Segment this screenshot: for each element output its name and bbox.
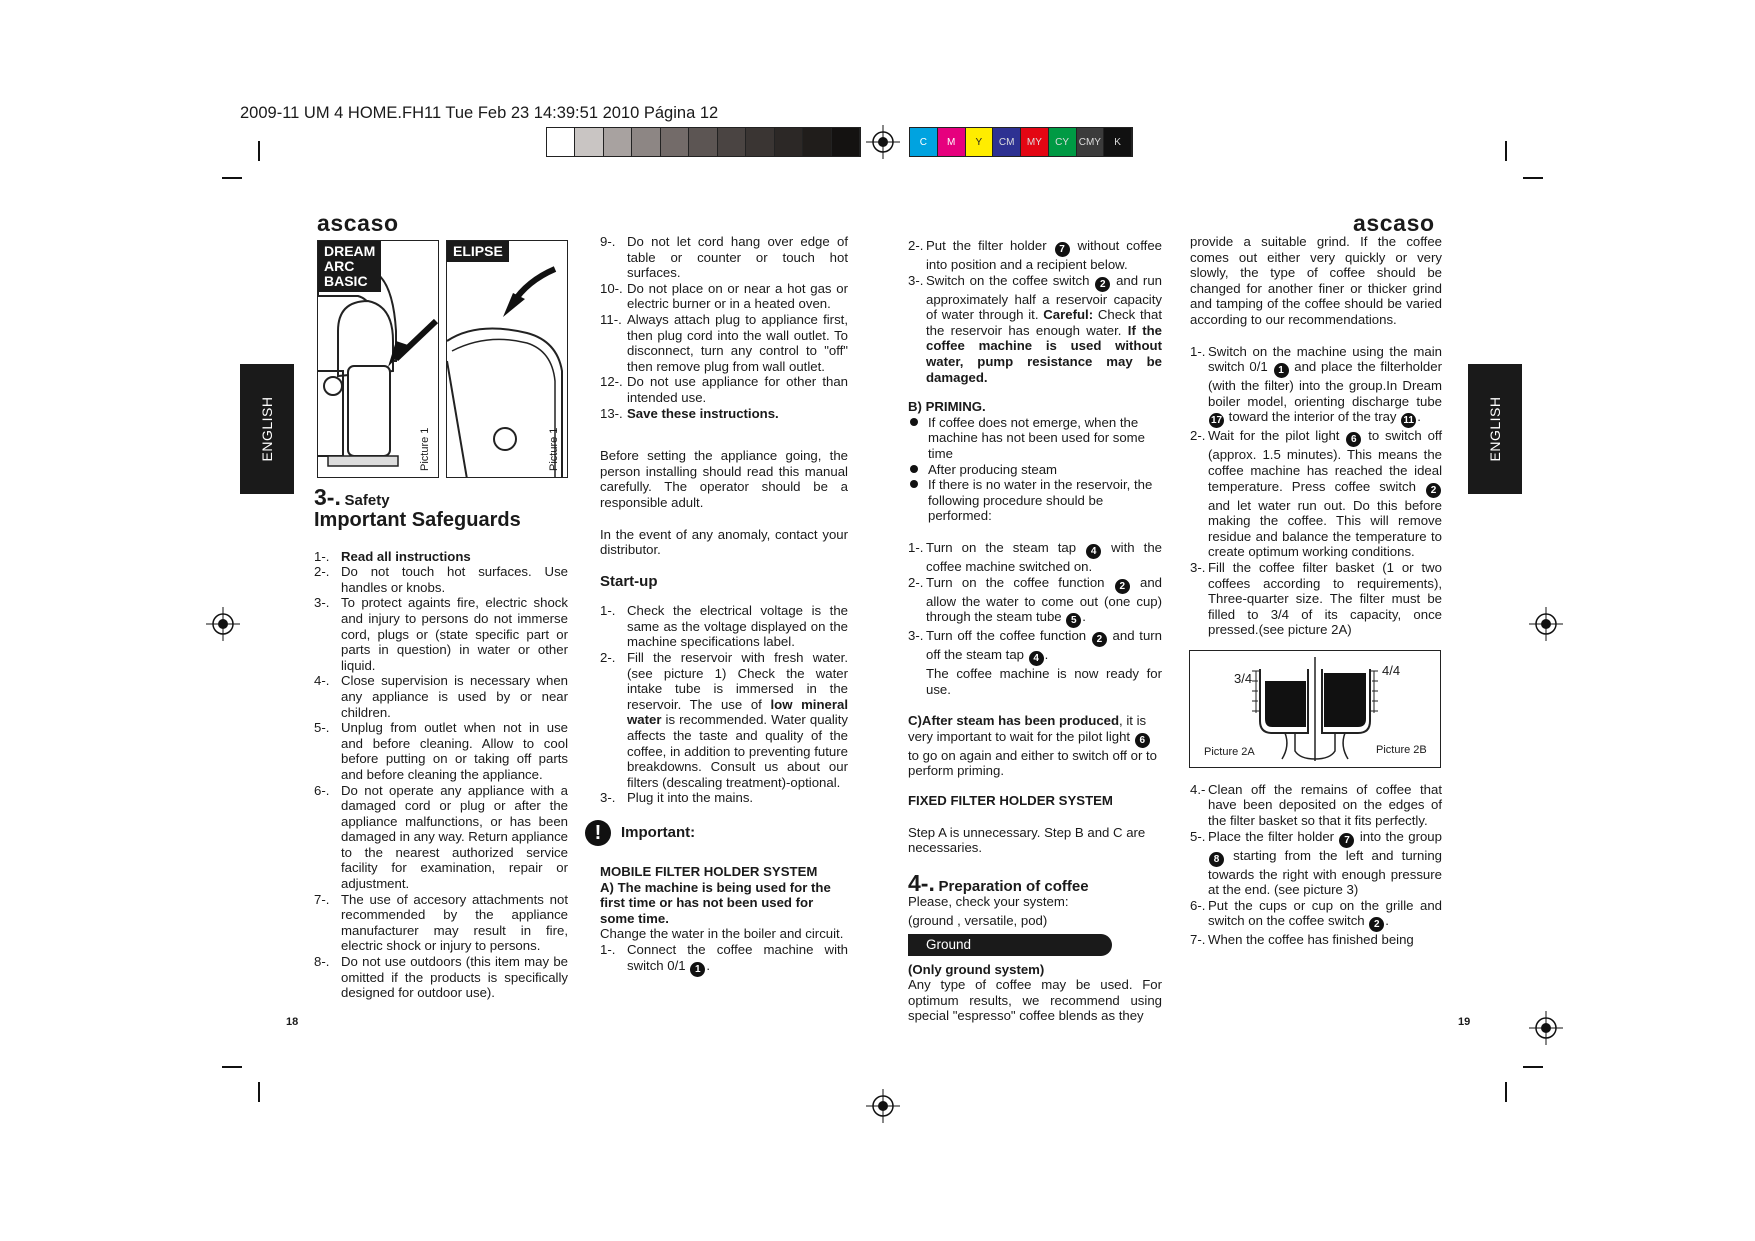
registration-mark-icon — [866, 125, 900, 159]
item-number: 7-. — [314, 891, 330, 907]
text-run: without coffee into position and a recipient below. — [926, 238, 1162, 272]
grayscale-bar — [546, 127, 861, 157]
item-number: 2-. — [314, 564, 330, 580]
list-item — [1190, 782, 1442, 829]
text-run: . — [1417, 409, 1421, 425]
gray-swatch — [604, 128, 632, 156]
list-item — [600, 942, 848, 977]
item-number: 3-. — [600, 790, 616, 806]
text-run: toward the interior of the tray — [1225, 409, 1401, 425]
part-number-badge: 5 — [1066, 613, 1081, 628]
cmyk-swatch: CMY — [1077, 128, 1105, 156]
part-number-badge: 6 — [1135, 733, 1150, 748]
list-item — [314, 564, 568, 595]
item-text: Check the electrical voltage is the same as the voltage displayed on the machine specifications label. — [627, 603, 848, 650]
item-number: 12-. — [600, 374, 623, 390]
item-text — [1208, 428, 1442, 560]
list-item — [1190, 428, 1442, 560]
item-number: 2-. — [600, 650, 616, 666]
paragraph: In the event of any anomaly, contact your distributor. — [600, 526, 848, 558]
list-item — [908, 628, 1162, 697]
list-item — [1190, 344, 1442, 429]
item-number: 4-. — [314, 673, 330, 689]
paragraph-bold: (Only ground system) — [908, 961, 1045, 977]
part-number-badge: 1 — [1274, 363, 1289, 378]
item-number: 9-. — [600, 234, 616, 249]
safeguards-list-continued — [600, 234, 848, 421]
item-number: 8-. — [314, 954, 330, 970]
part-number-badge: 2 — [1095, 277, 1110, 292]
part-number-badge: 2 — [1426, 483, 1441, 498]
item-text: Do not use outdoors (this item may be omitted if the products is specifically designed for outdoor use). — [341, 954, 568, 1001]
paragraph-bold: A) The machine is being used for the first time or has not been used for some time. — [600, 879, 831, 926]
crop-mark — [258, 141, 260, 161]
text-run: to go on again and either to switch off or to perform priming. — [908, 747, 1158, 779]
gray-swatch — [746, 128, 774, 156]
paragraph: provide a suitable grind. If the coffee comes out either very quickly or very slowly, the type of coffee should be changed for another finer or thicker grind and tamping of the coffee should be varied according to our recommendations. — [1190, 234, 1442, 327]
startup-heading: Start-up — [600, 572, 658, 590]
section-title: Important Safeguards — [314, 508, 521, 531]
bullet-icon — [908, 415, 928, 462]
text-run-bold: Careful: — [1043, 307, 1094, 323]
column-priming — [908, 238, 1162, 1024]
bullet-text: After producing steam — [928, 461, 1058, 477]
list-item — [314, 549, 568, 565]
picture-label-elipse: ELIPSE — [447, 241, 509, 262]
picture-2-filter-diagram — [1189, 650, 1441, 768]
list-item — [314, 954, 568, 1001]
registration-mark-icon — [1529, 1011, 1563, 1045]
text-run: . — [1385, 913, 1389, 929]
important-heading: Important: — [621, 824, 696, 842]
picture-caption: Picture 1 — [419, 427, 431, 471]
text-run: with the coffee machine switched on. — [926, 539, 1162, 574]
gray-swatch — [689, 128, 717, 156]
cmyk-swatch: Y — [966, 128, 994, 156]
item-text — [1208, 829, 1442, 898]
crop-mark — [1523, 177, 1543, 179]
item-number: 1-. — [600, 941, 616, 957]
page-number-right: 19 — [1458, 1016, 1471, 1028]
list-item — [1190, 898, 1442, 933]
picture-caption: Picture 2B — [1376, 743, 1427, 756]
bullet-text: If there is no water in the reservoir, the following procedure should be performed: — [928, 477, 1153, 524]
crop-mark — [1505, 1082, 1507, 1102]
language-tab-label: ENGLISH — [259, 396, 275, 462]
list-item — [314, 783, 568, 892]
brand-logo-right: ascaso — [1353, 210, 1435, 236]
cmyk-swatch: K — [1104, 128, 1132, 156]
item-text: Plug it into the mains. — [627, 790, 754, 806]
text-run: and turn off the steam tap — [926, 628, 1163, 663]
item-number: 2-. — [908, 574, 924, 590]
item-text: Unplug from outlet when not in use and before cleaning. Allow to cool before putting on or taking off parts and before cleaning the appliance. — [341, 720, 568, 782]
ground-system-bar: Ground — [908, 934, 1112, 956]
section-number: 3-. — [314, 484, 341, 510]
item-number: 3-. — [1190, 559, 1206, 575]
gray-swatch — [575, 128, 603, 156]
language-tab-right — [1468, 364, 1522, 494]
text-run: Put the cups or cup on the grille and switch on the coffee switch — [1208, 897, 1442, 929]
list-item — [1190, 560, 1442, 638]
list-item — [314, 892, 568, 954]
paragraph — [908, 713, 1162, 779]
text-run: Connect the coffee machine with switch 0/1 — [627, 941, 848, 973]
item-text — [627, 942, 848, 977]
part-number-badge: 1 — [690, 962, 705, 977]
crop-mark — [222, 1066, 242, 1068]
registration-mark-icon — [1529, 607, 1563, 641]
item-text: When the coffee has finished being — [1208, 932, 1414, 948]
section-number: 4-. — [908, 869, 935, 896]
part-number-badge: 2 — [1369, 917, 1384, 932]
crop-mark — [1523, 1066, 1543, 1068]
list-item — [314, 720, 568, 782]
part-number-badge: 8 — [1209, 852, 1224, 867]
text-run: Switch on the machine using the main switch 0/1 — [1208, 343, 1442, 375]
gray-swatch — [632, 128, 660, 156]
item-text: Save these instructions. — [627, 405, 779, 421]
item-number: 3-. — [908, 272, 924, 288]
list-item — [600, 406, 848, 422]
section-title: Preparation of coffee — [938, 877, 1089, 895]
picture-1-elipse — [446, 240, 568, 478]
cmyk-swatch: C — [910, 128, 938, 156]
text-run: The coffee machine is now ready for use. — [926, 666, 1162, 697]
paragraph: Before setting the appliance going, the person installing should read this manual carefully. The operator should be a responsible adult. — [600, 448, 848, 510]
page-number-left: 18 — [286, 1016, 299, 1028]
brand-logo-left: ascaso — [317, 210, 399, 236]
text-run: Place the filter holder — [1208, 828, 1339, 844]
item-text: Do not use appliance for other than intended use. — [627, 374, 848, 405]
registration-mark-icon — [866, 1089, 900, 1123]
picture-1-dream — [317, 240, 439, 478]
item-number: 5-. — [1190, 828, 1206, 844]
text-run: Turn off the coffee function — [926, 628, 1091, 644]
warning-icon: ! — [585, 820, 611, 846]
fill-fraction-label: 4/4 — [1382, 662, 1401, 678]
text-run: . — [1044, 647, 1049, 663]
fixed-system-heading: FIXED FILTER HOLDER SYSTEM — [908, 793, 1113, 809]
text-run-bold: If the coffee machine is used without water, pump resistance may be damaged. — [926, 322, 1162, 385]
item-number: 2-. — [1190, 428, 1206, 444]
part-number-badge: 2 — [1115, 579, 1130, 594]
part-number-badge: 17 — [1210, 415, 1223, 427]
part-number-badge: 7 — [1055, 242, 1070, 257]
list-item — [908, 540, 1162, 575]
cmyk-swatch: CM — [993, 128, 1021, 156]
text-run: and run approximately half a reservoir capacity of water through it. — [926, 272, 1162, 323]
crop-mark — [1505, 141, 1507, 161]
text-run: and place the filterholder (with the filter) into the group.In Dream boiler model, orienting discharge tube — [1208, 359, 1442, 409]
crop-mark — [222, 177, 242, 179]
list-item — [908, 238, 1162, 273]
text-run: Turn on the coffee function — [926, 574, 1114, 590]
item-number: 5-. — [314, 720, 330, 736]
item-text — [926, 575, 1162, 629]
bullet-icon — [908, 477, 928, 524]
list-item — [600, 312, 848, 374]
paragraph: (ground , versatile, pod) — [908, 913, 1048, 929]
bullet-item — [908, 477, 1162, 524]
list-item — [908, 273, 1162, 386]
text-run-bold: low mineral water — [627, 696, 848, 728]
gray-swatch — [547, 128, 575, 156]
preparation-heading — [908, 869, 1162, 896]
priming-heading: B) PRIMING. — [908, 399, 986, 415]
item-text: To protect againts fire, electric shock and injury to persons do not immerse cord, plugs or (state specific part or parts in question) in water or other liquid. — [341, 595, 568, 673]
fill-fraction-label: 3/4 — [1234, 670, 1253, 686]
registration-mark-icon — [206, 607, 240, 641]
list-item — [600, 281, 848, 312]
text-run: to switch off (approx. 1.5 minutes). This means the coffee machine has reached the ideal temperature. Press coffee switch — [1208, 428, 1442, 494]
item-text: Do not place on or near a hot gas or electric burner or in a heated oven. — [627, 280, 848, 312]
item-text: Close supervision is necessary when any appliance is used by or near children. — [341, 673, 568, 720]
item-text — [627, 650, 848, 790]
text-run: . — [1082, 609, 1086, 625]
item-number: 11-. — [600, 311, 622, 327]
list-item — [600, 234, 848, 281]
item-text — [926, 238, 1162, 273]
mobile-system-heading: MOBILE FILTER HOLDER SYSTEM — [600, 864, 818, 879]
item-number: 3-. — [908, 628, 924, 644]
column-preparation — [1190, 234, 1442, 948]
item-text — [1208, 344, 1442, 429]
list-item — [600, 790, 848, 806]
cmyk-swatch: CY — [1049, 128, 1077, 156]
part-number-badge: 6 — [1346, 432, 1361, 447]
item-text: Read all instructions — [341, 548, 471, 564]
item-number: 6-. — [1190, 897, 1206, 913]
list-item — [1190, 829, 1442, 898]
column-safeguards — [314, 484, 569, 1001]
item-number: 1-. — [314, 548, 330, 564]
part-number-badge: 2 — [1092, 632, 1107, 647]
column-startup — [594, 234, 848, 977]
paragraph: Please, check your system: — [908, 894, 1069, 910]
safeguards-list — [314, 549, 568, 1001]
language-tab-left — [240, 364, 294, 494]
bullet-item — [908, 462, 1162, 478]
item-text: Always attach plug to appliance first, then plug cord into the wall outlet. To disconnect, turn any control to "off" then remove plug from wall outlet. — [627, 311, 848, 374]
text-run: Switch on the coffee switch — [926, 272, 1095, 288]
cmyk-swatch: MY — [1021, 128, 1049, 156]
gray-swatch — [832, 128, 860, 156]
print-header: 2009-11 UM 4 HOME.FH11 Tue Feb 23 14:39:51 2010 Página 12 — [240, 104, 719, 122]
part-number-badge: 4 — [1029, 651, 1044, 666]
item-text — [1208, 898, 1442, 933]
text-run: Turn on the steam tap — [926, 539, 1086, 555]
text-run: starting from the left and turning towards the right with enough pressure at the end. (see picture 3) — [1208, 847, 1442, 898]
section-subtitle: Safety — [344, 492, 390, 509]
important-callout — [585, 820, 848, 846]
item-number: 10-. — [600, 280, 623, 296]
item-number: 4.- — [1190, 781, 1206, 797]
gray-swatch — [775, 128, 803, 156]
item-text: Do not operate any appliance with a damaged cord or plug or after the appliance malfunctions, or has been damaged in any way. Return appliance to the nearest authorized service facility for examination, repair or adjustment. — [341, 782, 569, 892]
list-item — [908, 575, 1162, 629]
item-text: Clean off the remains of coffee that have been deposited on the edges of the filter basket so that it fits perfectly. — [1208, 781, 1442, 829]
item-number: 7-. — [1190, 932, 1206, 948]
list-item — [600, 374, 848, 405]
gray-swatch — [661, 128, 689, 156]
picture-caption: Picture 1 — [548, 427, 560, 471]
text-run: Check that the reservoir has enough water. — [926, 307, 1162, 338]
list-item — [1190, 932, 1442, 948]
text-run: is recommended. Water quality affects the taste and quality of the coffee, in addition to preventing future breakdowns. Consult us about our filters (descaling treatment)-optional. — [627, 712, 848, 790]
item-number: 1-. — [600, 603, 616, 619]
item-text — [926, 273, 1162, 386]
text-run-bold: C)After steam has been produced — [908, 713, 1120, 729]
text-run: Put the filter holder — [926, 238, 1054, 253]
bullet-item — [908, 415, 1162, 462]
item-text: The use of accesory attachments not recommended by the appliance manufacturer may result in fire, electric shock or injury to persons. — [341, 891, 568, 954]
gray-swatch — [718, 128, 746, 156]
picture-caption: Picture 2A — [1204, 745, 1255, 758]
text-run: Wait for the pilot light — [1208, 428, 1346, 444]
item-number: 2-. — [908, 238, 924, 253]
text-run: and allow the water to come out (one cup) through the steam tube — [926, 574, 1163, 625]
list-item — [600, 603, 848, 650]
language-tab-label: ENGLISH — [1487, 396, 1503, 462]
cmyk-swatch: M — [938, 128, 966, 156]
paragraph: Any type of coffee may be used. For optimum results, we recommend using special "espresso" coffee blends as they — [908, 977, 1162, 1024]
list-item — [314, 673, 568, 720]
picture-label-dream: DREAM ARC BASIC — [318, 241, 381, 292]
list-item — [314, 595, 568, 673]
part-number-badge: 4 — [1086, 544, 1101, 559]
part-number-badge: 7 — [1339, 833, 1354, 848]
item-text: Fill the coffee filter basket (1 or two coffees according to requirements), Three-quarter size. The filter must be filled to 3/4 of its capacity, once pressed.(see picture 2A) — [1208, 559, 1442, 638]
item-number: 3-. — [314, 595, 330, 611]
bullet-text: If coffee does not emerge, when the machine has not been used for some time — [928, 414, 1145, 461]
crop-mark — [258, 1082, 260, 1102]
bullet-icon — [908, 462, 928, 478]
text-run: and let water run out. Do this before making the coffee. This will remove residue and balance the temperature to create optimum working conditions. — [1208, 497, 1442, 560]
item-number: 1-. — [908, 539, 924, 555]
item-number: 1-. — [1190, 343, 1206, 359]
list-item — [600, 650, 848, 790]
item-text: Do not let cord hang over edge of table or counter or touch hot surfaces. — [627, 234, 848, 281]
gray-swatch — [803, 128, 831, 156]
paragraph: Change the water in the boiler and circuit. — [600, 926, 844, 942]
cmyk-color-bar — [909, 127, 1133, 157]
paragraph: Step A is unnecessary. Step B and C are necessaries. — [908, 824, 1146, 856]
item-text — [926, 540, 1162, 575]
item-text: Do not touch hot surfaces. Use handles or knobs. — [341, 564, 568, 595]
text-run: , it is very important to wait for the pilot light — [908, 713, 1147, 744]
text-run: into the group — [1355, 828, 1442, 844]
text-run: . — [706, 957, 710, 973]
text-run: Fill the reservoir with fresh water. (see picture 1) Check the water intake tube is immersed in the reservoir. The use of — [627, 650, 848, 712]
part-number-badge: 11 — [1401, 413, 1416, 428]
item-text — [926, 628, 1162, 697]
item-number: 6-. — [314, 782, 330, 798]
priming-bullets — [908, 415, 1162, 524]
item-number: 13-. — [600, 405, 623, 421]
